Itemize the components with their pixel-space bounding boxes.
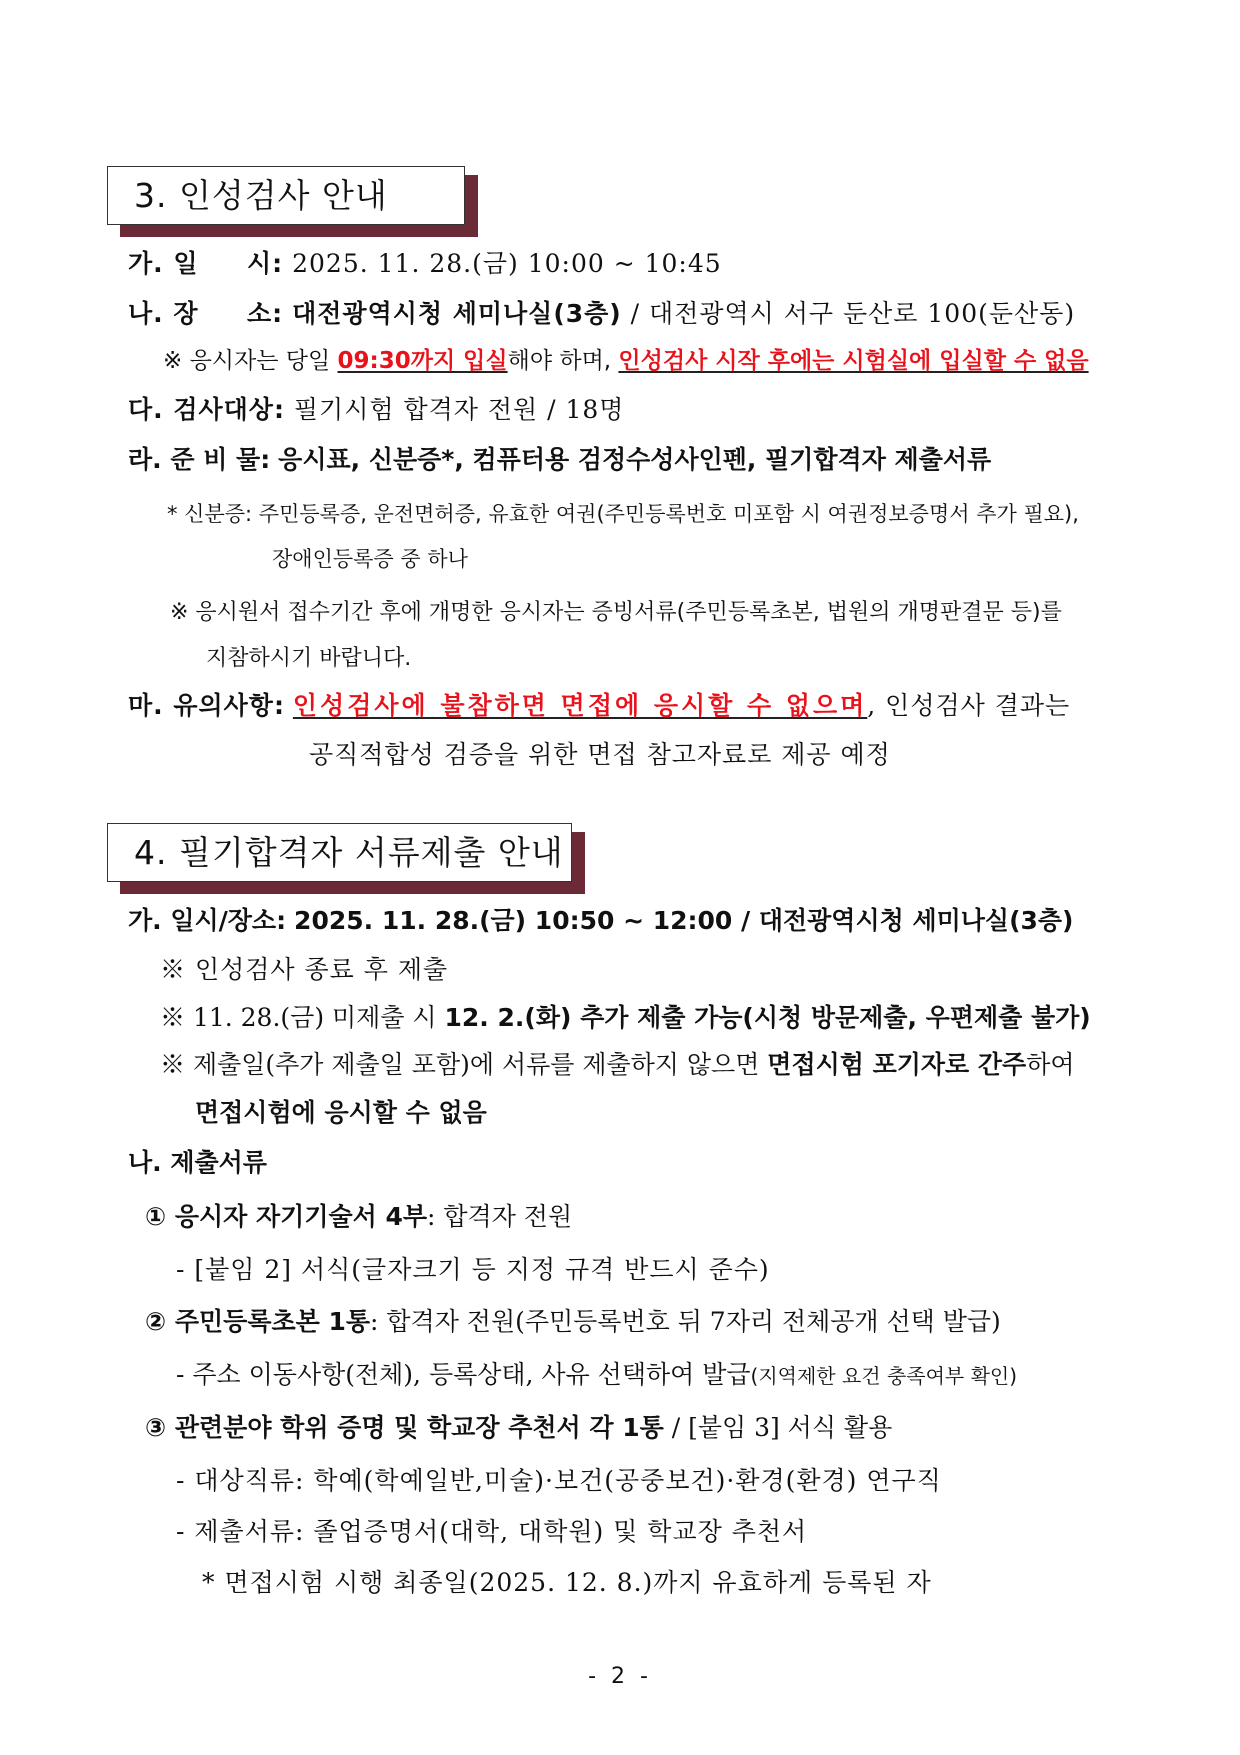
s3-entry-notice (163, 348, 1089, 376)
section-4-title: 4. 필기합격자 서류제출 안내 (107, 823, 572, 882)
s3-notice-red1: 09:30까지 입실 (337, 348, 508, 374)
s3-rename-note-line1: ※ 응시원서 접수기간 후에 개명한 응시자는 증빙서류(주민등록초본, 법원의 개명판결문 등)를 (170, 600, 1062, 625)
s4-item3-sub1: - 대상직류: 학예(학예일반,미술)·보건(공중보건)·환경(환경) 연구직 (176, 1466, 942, 1495)
s3-target-label: 다. 검사대상: (128, 395, 285, 424)
s4-note3-suffix: 하여 (1026, 1050, 1075, 1079)
s4-note3-line2: 면접시험에 응시할 수 없음 (195, 1098, 487, 1127)
s3-caution-line2: 공직적합성 검증을 위한 면접 참고자료로 제공 예정 (309, 740, 891, 769)
s3-notice-red2: 인성검사 시작 후에는 시험실에 입실할 수 없음 (618, 348, 1089, 374)
s3-location-bold: 대전광역시청 세미나실(3층) (292, 299, 622, 328)
s3-caution-row (128, 691, 1070, 721)
s4-note2-bold: 12. 2.(화) 추가 제출 가능(시청 방문제출, 우편제출 불가) (444, 1003, 1091, 1032)
s3-caution-red: 인성검사에 불참하면 면접에 응시할 수 없으며 (292, 691, 868, 720)
s4-note1: ※ 인성검사 종료 후 제출 (160, 955, 449, 984)
s4-schedule-value: 2025. 11. 28.(금) 10:50 ~ 12:00 / 대전광역시청 세미나실(3층) (294, 906, 1074, 935)
s4-note3-prefix: ※ 제출일(추가 제출일 포함)에 서류를 제출하지 않으면 (160, 1050, 768, 1079)
s4-note2 (160, 1003, 1091, 1033)
s3-caution-rest: , 인성검사 결과는 (867, 691, 1071, 720)
s4-item1 (145, 1202, 572, 1232)
s4-note3 (160, 1050, 1075, 1080)
s3-id-note-line2: 장애인등록증 중 하나 (272, 547, 468, 571)
s3-rename-note-line2: 지참하시기 바랍니다. (206, 646, 412, 671)
s3-supplies-label: 라. 준 비 물: (128, 445, 271, 474)
s4-item2-sub-main: - 주소 이동사항(전체), 등록상태, 사유 선택하여 발급 (176, 1360, 751, 1389)
s4-item2-sub-small: (지역제한 요건 충족여부 확인) (750, 1364, 1018, 1388)
s4-note3-bold: 면접시험 포기자로 간주 (767, 1050, 1027, 1079)
s3-notice-mid: 해야 하며, (507, 348, 619, 374)
s3-supplies-value: 응시표, 신분증*, 컴퓨터용 검정수성사인펜, 필기합격자 제출서류 (278, 445, 992, 474)
s3-schedule-row (128, 249, 722, 279)
s3-target-value: 필기시험 합격자 전원 / 18명 (293, 395, 625, 424)
s4-note2-prefix: ※ 11. 28.(금) 미제출 시 (160, 1003, 445, 1032)
s4-item3-bold: ③ 관련분야 학위 증명 및 학교장 추천서 각 1통 (145, 1413, 664, 1442)
s3-notice-prefix: ※ 응시자는 당일 (163, 348, 338, 374)
section-3-title: 3. 인성검사 안내 (107, 166, 465, 225)
s3-id-note-line1: * 신분증: 주민등록증, 운전면허증, 유효한 여권(주민등록번호 미포함 시 여권정보증명서 추가 필요), (167, 502, 1079, 526)
s3-location-label: 나. 장 소: (128, 299, 284, 328)
s3-schedule-value: 2025. 11. 28.(금) 10:00 ~ 10:45 (292, 249, 722, 278)
s3-target-row (128, 395, 624, 425)
s4-item3-sub3: * 면접시험 시행 최종일(2025. 12. 8.)까지 유효하게 등록된 자 (202, 1568, 932, 1597)
s3-location-rest: / 대전광역시 서구 둔산로 100(둔산동) (621, 299, 1076, 328)
s4-item2-bold: ② 주민등록초본 1통 (145, 1307, 371, 1336)
s4-item1-bold: ① 응시자 자기기술서 4부 (145, 1202, 428, 1231)
s4-item2 (145, 1307, 1001, 1337)
s4-item3-sub2: - 제출서류: 졸업증명서(대학, 대학원) 및 학교장 추천서 (176, 1517, 808, 1546)
s4-schedule-label: 가. 일시/장소: (128, 906, 287, 935)
s4-item3-rest: / [붙임 3] 서식 활용 (663, 1413, 893, 1442)
s4-documents-heading: 나. 제출서류 (128, 1148, 267, 1177)
s4-item2-sub (176, 1360, 1017, 1390)
s4-item3 (145, 1413, 892, 1443)
s3-supplies-row (128, 445, 991, 475)
page-number: - 2 - (588, 1664, 652, 1689)
s3-caution-label: 마. 유의사항: (128, 691, 285, 720)
s3-schedule-label: 가. 일 시: (128, 249, 284, 278)
s3-location-row (128, 299, 1075, 329)
s4-item1-sub: - [붙임 2] 서식(글자크기 등 지정 규격 반드시 준수) (176, 1255, 770, 1284)
s4-item1-rest: : 합격자 전원 (427, 1202, 573, 1231)
s4-schedule-row (128, 906, 1073, 936)
s4-item2-rest: : 합격자 전원(주민등록번호 뒤 7자리 전체공개 선택 발급) (370, 1307, 1001, 1336)
